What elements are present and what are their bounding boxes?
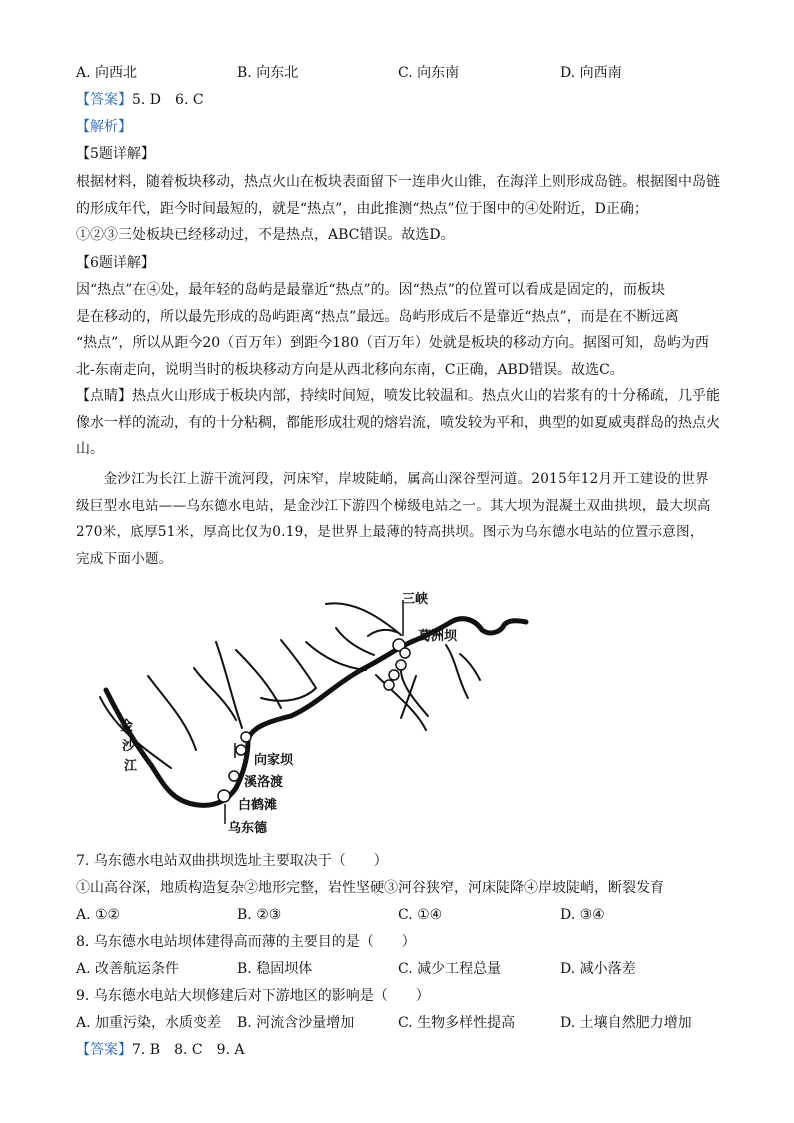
q9-option-d: D. 土壤自然肥力增加	[560, 1015, 692, 1031]
q6-line: 是在移动的，所以最先形成的岛屿距离“热点”最远。岛屿形成后不是靠近“热点”，而是在不断远离	[76, 308, 679, 325]
answer-line-1	[76, 90, 204, 110]
q9-option-c: C. 生物多样性提高	[398, 1015, 516, 1031]
label-gezhouba: 葛洲坝	[418, 629, 458, 644]
xiangjiaba-dam-marker	[241, 732, 251, 742]
q8-option-d: D. 减小落差	[560, 961, 636, 977]
q9-options	[76, 1013, 716, 1033]
q7-stem: 7. 乌东德水电站双曲拱坝选址主要取决于（ ）	[76, 853, 388, 869]
answer-label: 【答案】	[76, 1042, 132, 1058]
material-line: 270米，底厚51米，厚高比仅为0.19，是世界上最薄的特高拱坝。图示为乌东德水电站的位置示意图，	[76, 524, 704, 540]
q6-line: 像水一样的流动，有的十分粘稠，都能形成壮观的熔岩流，喷发较为平和，典型的如夏威夷群岛的热点火	[76, 414, 720, 431]
q9-option-b: B. 河流含沙量增加	[237, 1015, 355, 1031]
material-passage	[76, 466, 718, 572]
label-wudongde: 乌东德	[228, 821, 268, 836]
dam-marker	[396, 660, 406, 670]
dam-location-map	[76, 580, 536, 842]
q8-option-a: A. 改善航运条件	[76, 961, 180, 977]
gezhouba-dam-marker	[400, 648, 410, 658]
q5-line: 的形成年代，距今时间最短的，就是“热点”，由此推测“热点”位于图中的④处附近，D正确；	[76, 200, 648, 217]
q8-option-b: B. 稳固坝体	[237, 961, 313, 977]
xiluodu-dam-marker	[229, 771, 239, 781]
material-line: 级巨型水电站——乌东德水电站，是金沙江下游四个梯级电站之一。其大坝为混凝土双曲拱坝，最大坝高	[76, 497, 711, 514]
q8-options	[76, 959, 716, 979]
label-baihetan: 白鹤滩	[238, 798, 278, 813]
q6-line: 因“热点”在④处，最年轻的岛屿是最靠近“热点”的。因“热点”的位置可以看成是固定的，而板块	[76, 282, 665, 298]
q9-option-a: A. 加重污染，水质变差	[76, 1015, 222, 1031]
dam-marker	[389, 670, 399, 680]
q5-line: ①②③三处板块已经移动过，不是热点，ABC错误。故选D。	[76, 227, 455, 243]
q7-options	[76, 905, 716, 925]
option-a: A. 向西北	[76, 65, 138, 81]
q6-line: “热点”，所以从距今20（百万年）到距今180（百万年）处就是板块的移动方向。据图可知，岛屿为西	[76, 335, 709, 351]
prev-question-options	[76, 63, 716, 83]
label-river-2: 沙	[122, 739, 136, 754]
q7-option-d: D. ③④	[560, 907, 605, 923]
analysis-label: 【解析】	[76, 119, 132, 135]
q5-line: 根据材料，随着板块移动，热点火山在板块表面留下一连串火山锥，在海洋上则形成岛链。根据图中岛链	[76, 174, 720, 190]
label-sanxia: 三峡	[402, 592, 429, 607]
q8-stem: 8. 乌东德水电站坝体建得高而薄的主要目的是（ ）	[76, 934, 416, 950]
answer-line-2	[76, 1040, 245, 1060]
main-river	[106, 619, 526, 806]
dam-marker	[236, 745, 246, 755]
answer-text: 7. B 8. C 9. A	[132, 1042, 245, 1058]
q6-heading: 【6题详解】	[76, 255, 155, 271]
q7-items: ①山高谷深，地质构造复杂②地形完整，岩性坚硬③河谷狭窄，河床陡降④岸坡陡峭，断裂发育	[76, 880, 664, 896]
dam-marker	[384, 680, 394, 690]
material-line: 完成下面小题。	[76, 550, 173, 567]
q5-explanation	[76, 169, 718, 249]
label-river-1: 金	[120, 719, 134, 734]
q6-line: 【点睛】热点火山形成于板块内部，持续时间短，喷发比较温和。热点火山的岩浆有的十分稀疏，几乎能	[76, 388, 720, 404]
q6-line: 北-东南走向，说明当时的板块移动方向是从西北移向东南，C正确，ABD错误。故选C。	[76, 361, 624, 378]
baihetan-dam-marker	[218, 790, 230, 802]
label-xiangjiaba: 向家坝	[254, 753, 294, 768]
answer-text: 5. D 6. C	[132, 92, 204, 108]
option-d: D. 向西南	[560, 65, 622, 81]
q8-option-c: C. 减少工程总量	[398, 961, 502, 977]
option-c: C. 向东南	[398, 65, 460, 81]
q7-option-b: B. ②③	[237, 907, 282, 923]
q7-option-c: C. ①④	[398, 907, 443, 923]
q9-stem: 9. 乌东德水电站大坝修建后对下游地区的影响是（ ）	[76, 988, 430, 1004]
label-river-3: 江	[124, 759, 138, 774]
q7-option-a: A. ①②	[76, 907, 121, 923]
q6-explanation	[76, 277, 718, 463]
q5-heading: 【5题详解】	[76, 146, 155, 162]
option-b: B. 向东北	[237, 65, 299, 81]
q6-line: 山。	[76, 441, 104, 457]
answer-label: 【答案】	[76, 92, 132, 108]
label-xiluodu: 溪洛渡	[244, 775, 284, 790]
material-line: 金沙江为长江上游干流河段，河床窄，岸坡陡峭，属高山深谷型河道。2015年12月开工建设的世界	[76, 471, 709, 487]
